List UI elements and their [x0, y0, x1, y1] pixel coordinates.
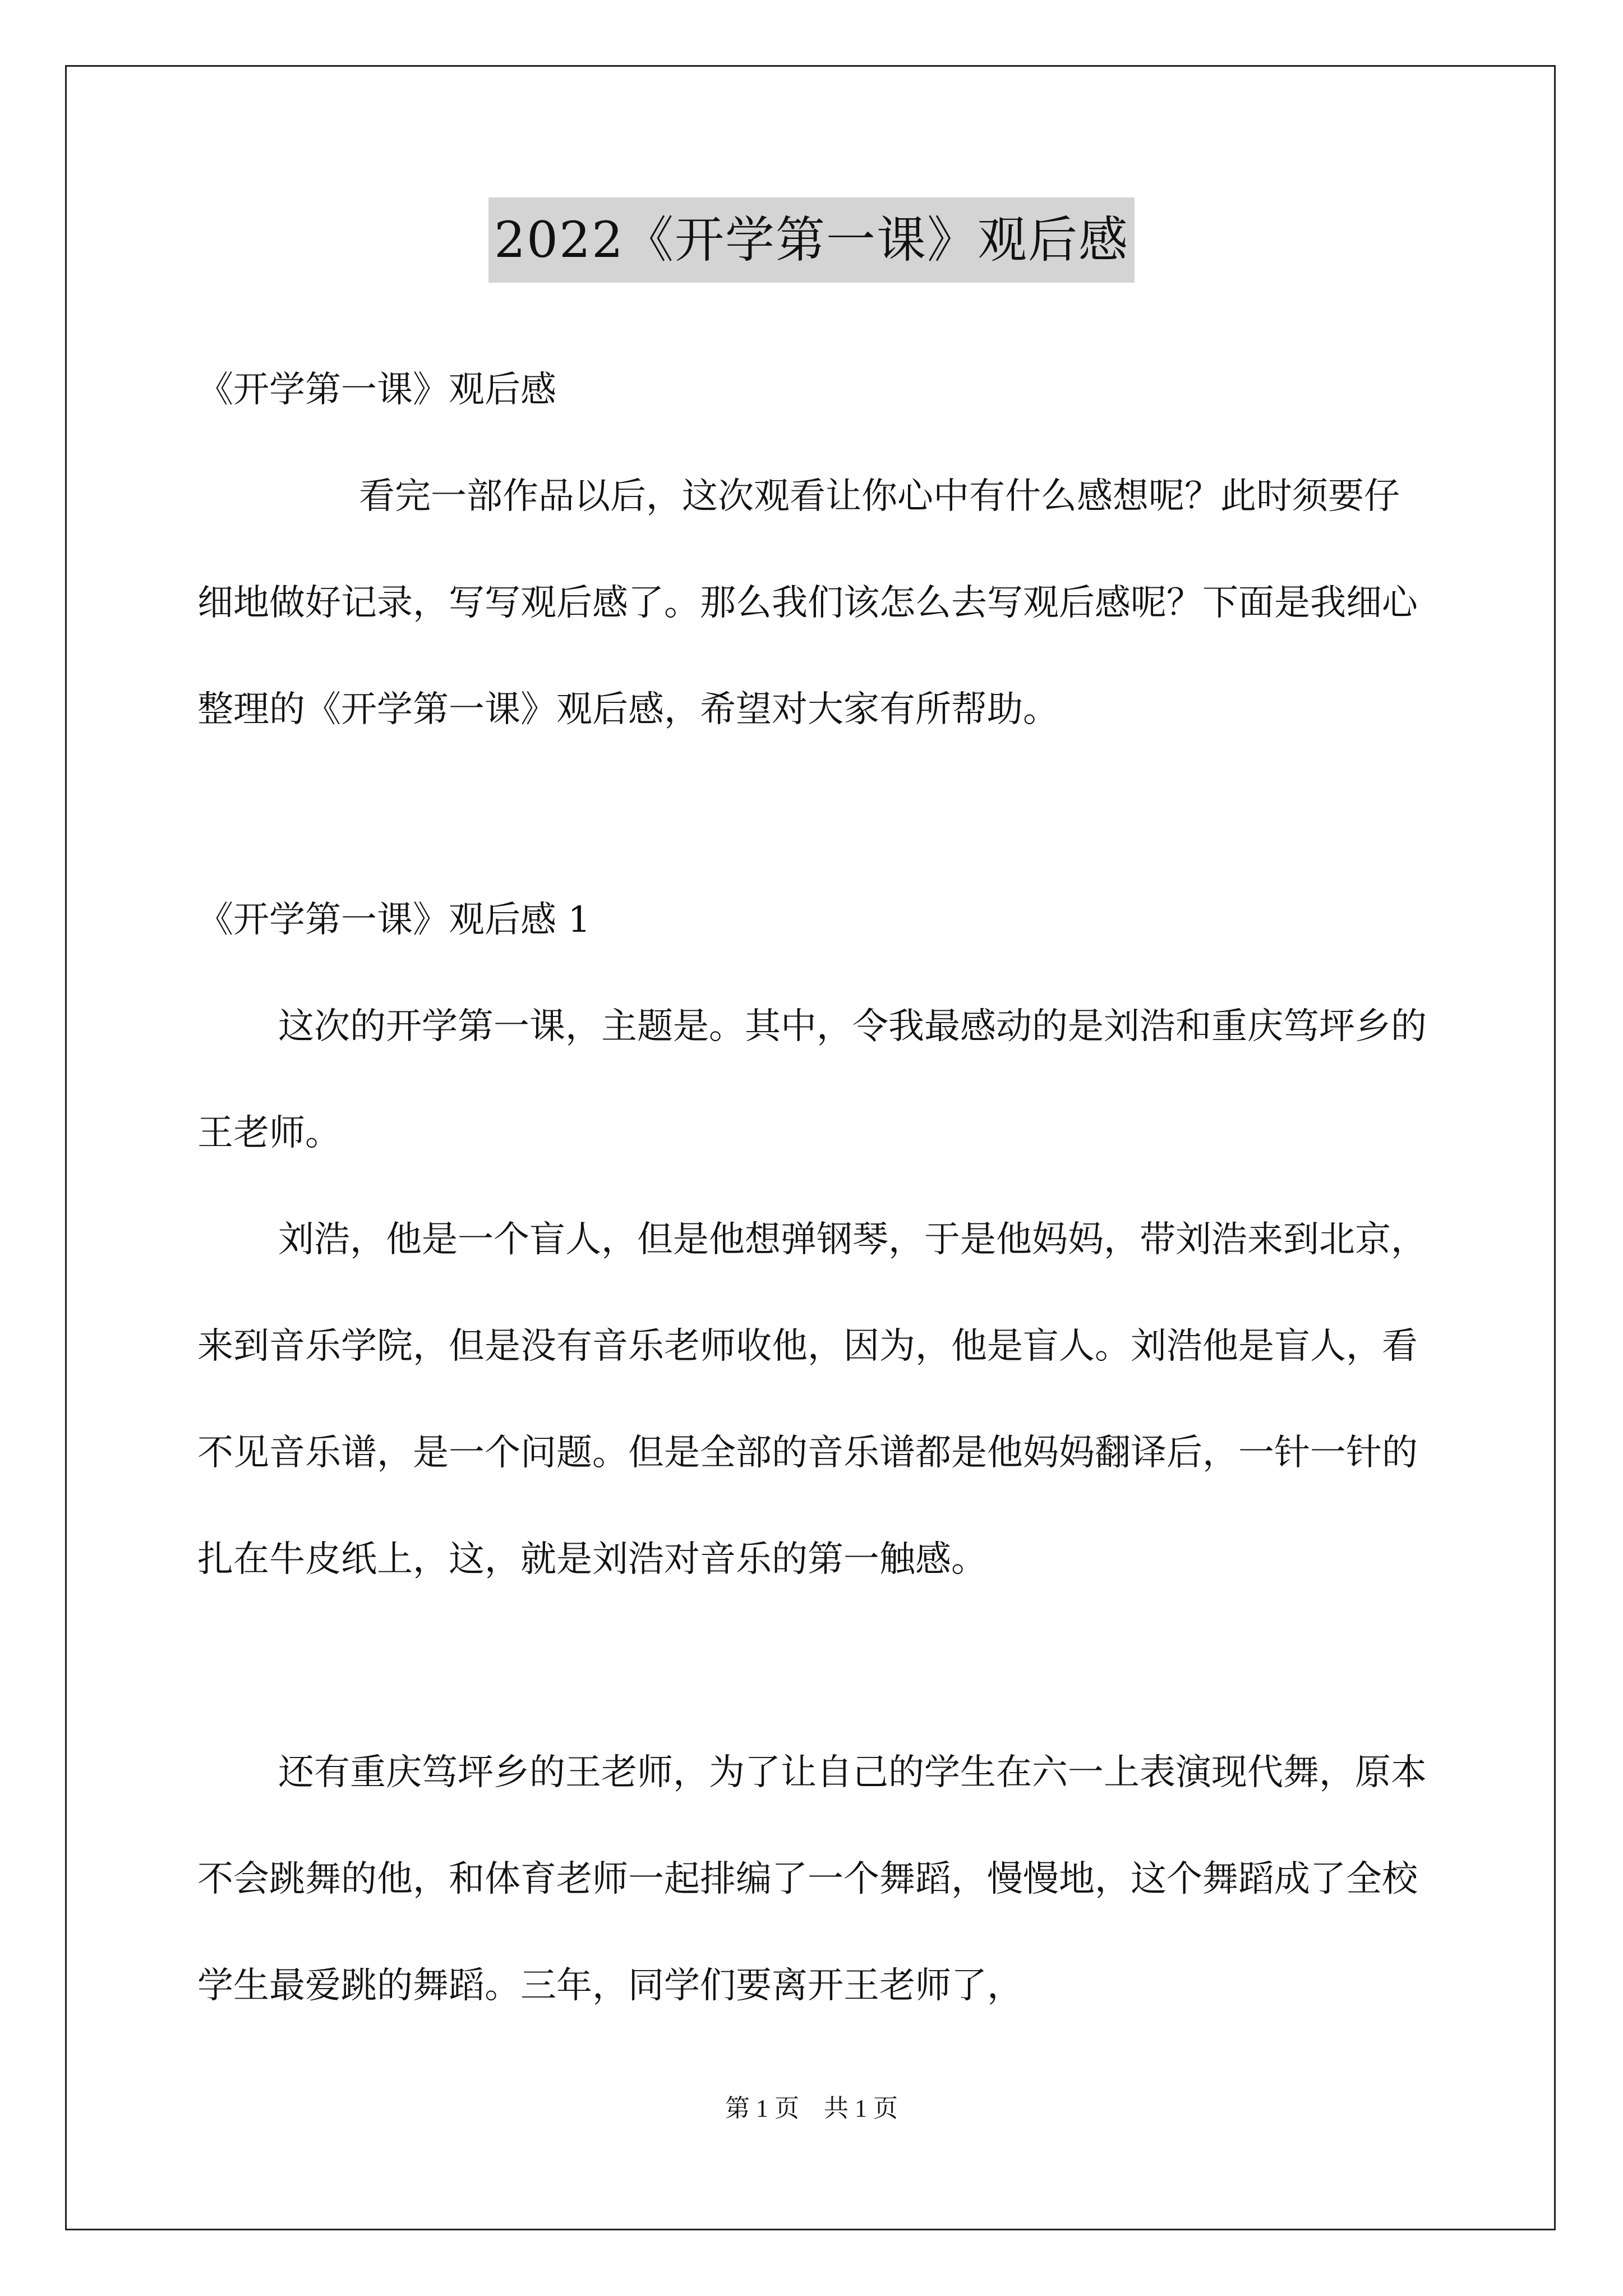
- section-heading: 《开学第一课》观后感 1: [197, 899, 591, 941]
- body-paragraph-1: 这次的开学第一课，主题是。其中，令我最感动的是刘浩和重庆笃坪乡的王老师。: [197, 1006, 1427, 1154]
- subtitle: 《开学第一课》观后感: [197, 369, 556, 411]
- intro-paragraph: 看完一部作品以后，这次观看让你心中有什么感想呢？此时须要仔细地做好记录，写写观后感了。那么我们该怎么去写观后感呢？下面是我细心整理的《开学第一课》观后感，希望对大家有所帮助。: [197, 476, 1418, 730]
- body-paragraph-2: 刘浩，他是一个盲人，但是他想弹钢琴，于是他妈妈，带刘浩来到北京，来到音乐学院，但是没有音乐老师收他，因为，他是盲人。刘浩他是盲人，看不见音乐谱，是一个问题。但是全部的音乐谱都是他妈妈翻译后，一针一针的扎在牛皮纸上，这，就是刘浩对音乐的第一触感。: [197, 1219, 1427, 1580]
- page-footer: 第 1 页 共 1 页: [725, 2095, 898, 2122]
- document-title: 2022《开学第一课》观后感: [488, 197, 1135, 283]
- title-container: [0, 197, 1623, 283]
- body-paragraph-3: 还有重庆笃坪乡的王老师，为了让自己的学生在六一上表演现代舞，原本不会跳舞的他，和体育老师一起排编了一个舞蹈，慢慢地，这个舞蹈成了全校学生最爱跳的舞蹈。三年，同学们要离开王老师了，: [197, 1752, 1427, 2007]
